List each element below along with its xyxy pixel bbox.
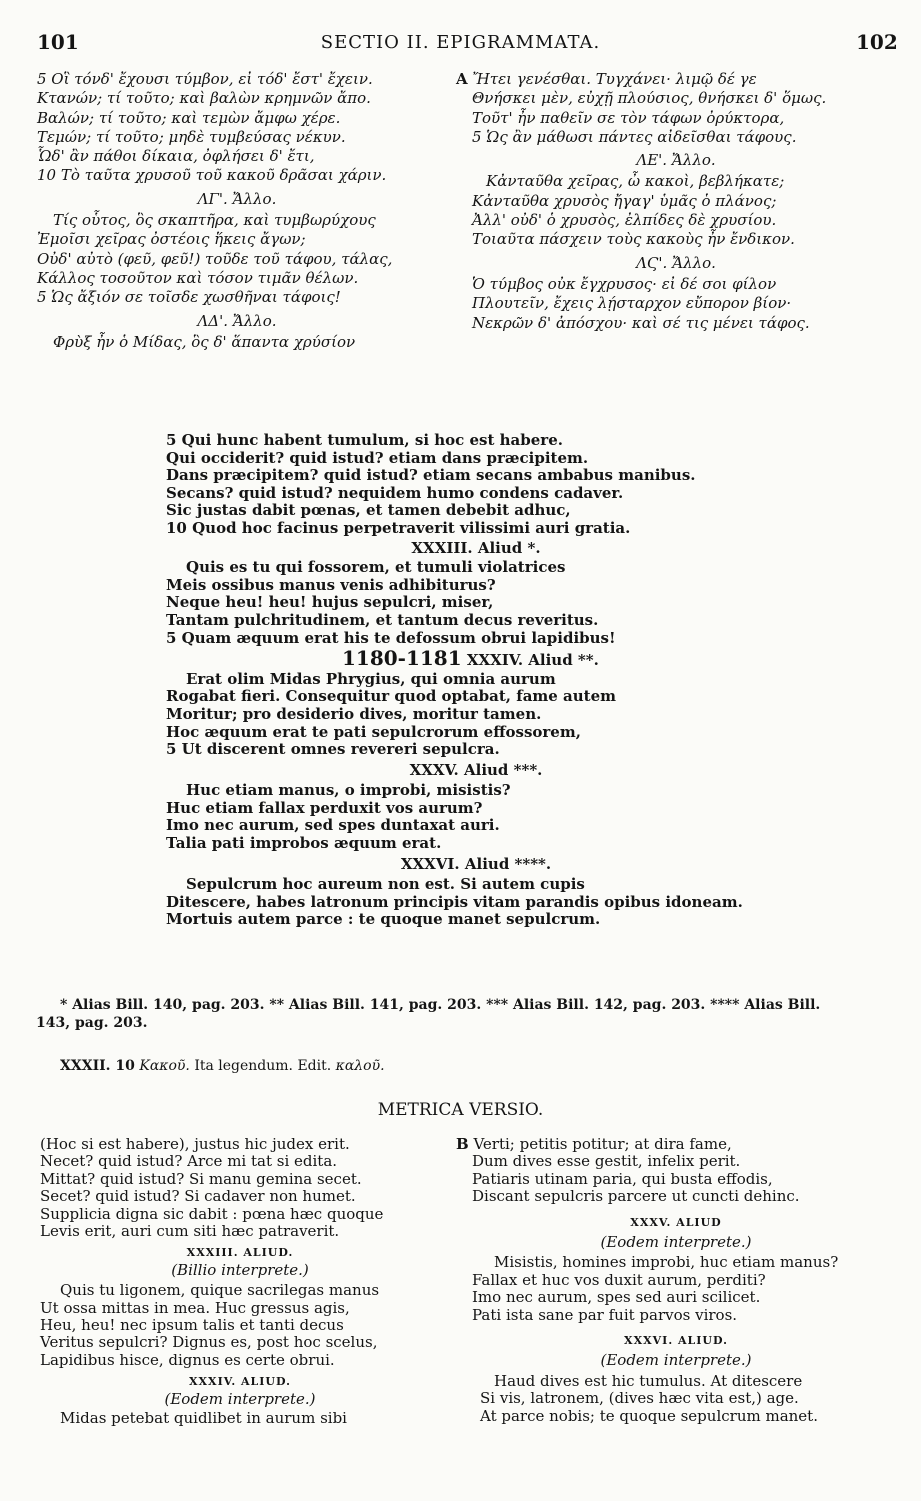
greek-line: Θνήσκει μὲν, εὐχῇ πλούσιος, θνήσκει δ' ὅμως. bbox=[472, 89, 827, 108]
greek-heading-36: ΛϚ'. Ἄλλο. bbox=[636, 253, 716, 272]
latin-line: Moritur; pro desiderio dives, moritur tamen. bbox=[166, 704, 542, 723]
greek-line: 5 Ὡς ἄξιόν σε τοῖσδε χωσθῆναι τάφοις! bbox=[37, 288, 341, 307]
latin-line: Meis ossibus manus venis adhibiturus? bbox=[166, 575, 496, 594]
greek-line: Ἀλλ' οὐδ' ὁ χρυσὸς, ἐλπίδες δὲ χρυσίου. bbox=[472, 211, 777, 230]
greek-line: Τεμών; τί τοῦτο; μηδὲ τυμβεύσας νέκυν. bbox=[37, 127, 346, 146]
metric-heading-33: XXXIII. ALIUD. bbox=[186, 1246, 294, 1260]
latin-line: Ditescere, habes latronum principis vitam parandis opibus idoneam. bbox=[166, 892, 743, 911]
metric-line: Dum dives esse gestit, infelix perit. bbox=[472, 1152, 741, 1171]
metric-line: Imo nec aurum, spes sed auri scilicet. bbox=[472, 1288, 761, 1307]
latin-heading-36: XXXVI. Aliud ****. bbox=[400, 854, 552, 873]
metric-heading-35: XXXV. ALIUD bbox=[630, 1215, 722, 1229]
metric-interpreter-36: (Eodem interprete.) bbox=[600, 1351, 752, 1370]
footnotes bbox=[36, 996, 900, 1032]
note-greek: Κακοῦ. bbox=[139, 1058, 190, 1074]
greek-left-top bbox=[37, 70, 437, 186]
latin-line: Huc etiam manus, o improbi, misistis? bbox=[186, 781, 511, 800]
latin-line: Mortuis autem parce : te quoque manet sepulcrum. bbox=[166, 910, 601, 929]
metric-line: Lapidibus hisce, dignus es certe obrui. bbox=[40, 1350, 335, 1369]
greek-line: Τοῦτ' ἦν παθεῖν σε τὸν τάφων ὀρύκτορα, bbox=[472, 108, 785, 127]
metric-line: Supplicia digna sic dabit : pœna hæc quoque bbox=[40, 1204, 384, 1223]
latin-heading-33: XXXIII. Aliud *. bbox=[411, 538, 541, 557]
greek-line: Ὁ τύμβος οὐκ ἔγχρυσος· εἰ δέ σοι φίλον bbox=[472, 274, 777, 293]
greek-line: 5 Οἳ τόνδ' ἔχουσι τύμβον, εἰ τόδ' ἔστ' ἔχειν. bbox=[37, 70, 373, 88]
metric-line: Secet? quid istud? Si cadaver non humet. bbox=[40, 1187, 356, 1206]
greek-line: Φρὺξ ἦν ὁ Μίδας, ὃς δ' ἅπαντα χρύσίον bbox=[53, 332, 356, 351]
greek-line: Ὧδ' ἂν πάθοι δίκαια, ὀφλήσει δ' ἔτι, bbox=[37, 147, 315, 166]
latin-line: Sepulcrum hoc aureum non est. Si autem cupis bbox=[186, 875, 585, 894]
greek-line: Κάλλος τοσοῦτον καὶ τόσον τιμᾶν θέλων. bbox=[37, 268, 359, 287]
greek-line: Ἤτει γενέσθαι. Τυγχάνει· λιμῷ δέ γε bbox=[472, 70, 757, 88]
metric-line: Misistis, homines improbi, huc etiam manus? bbox=[494, 1253, 839, 1272]
greek-line: Τοιαῦτα πάσχειν τοὺς κακοὺς ἦν ἔνδικον. bbox=[472, 230, 795, 249]
note-greek-variant: καλοῦ. bbox=[335, 1058, 385, 1074]
metric-line: At parce nobis; te quoque sepulcrum manet. bbox=[480, 1406, 818, 1425]
latin-line: 5 Ut discerent omnes revereri sepulcra. bbox=[166, 740, 500, 759]
latin-line: 5 Qui hunc habent tumulum, si hoc est habere. bbox=[166, 431, 563, 449]
greek-line: Τίς οὗτος, ὃς σκαπτῆρα, καὶ τυμβωρύχους bbox=[53, 211, 376, 230]
metric-line: Quis tu ligonem, quique sacrilegas manus bbox=[60, 1281, 380, 1300]
metric-line: Veritus sepulcri? Dignus es, post hoc scelus, bbox=[40, 1333, 378, 1352]
margin-marker-b: B bbox=[456, 1135, 469, 1153]
latin-line: Rogabat fieri. Consequitur quod optabat, fame autem bbox=[166, 687, 617, 706]
greek-right-column bbox=[456, 70, 896, 333]
latin-line: 5 Quam æquum erat his te defossum obrui lapidibus! bbox=[166, 628, 616, 647]
metric-heading-36: XXXVI. ALIUD. bbox=[624, 1334, 728, 1348]
latin-heading-35: XXXV. Aliud ***. bbox=[409, 760, 543, 779]
metric-interpreter-35: (Eodem interprete.) bbox=[600, 1233, 752, 1252]
metric-line: Patiaris utinam paria, qui busta effodis, bbox=[472, 1169, 773, 1188]
greek-line: Κἀνταῦθα χρυσὸς ἤγαγ' ὑμᾶς ὁ πλάνος; bbox=[472, 191, 777, 210]
latin-line: Hoc æquum erat te pati sepulcrorum effossorem, bbox=[166, 722, 581, 741]
latin-line: Quis es tu qui fossorem, et tumuli violatrices bbox=[186, 558, 566, 577]
latin-line: Talia pati improbos æquum erat. bbox=[166, 834, 442, 853]
metric-line: Ut ossa mittas in mea. Huc gressus agis, bbox=[40, 1298, 350, 1317]
left-page-number: 101 bbox=[37, 30, 79, 54]
metrica-title: METRICA VERSIO. bbox=[377, 1100, 544, 1120]
latin-line: Huc etiam fallax perduxit vos aurum? bbox=[166, 798, 483, 817]
metrica-right-column bbox=[456, 1136, 896, 1425]
greek-line: Κἀνταῦθα χεῖρας, ὦ κακοὶ, βεβλήκατε; bbox=[486, 172, 785, 191]
metric-line: (Hoc si est habere), justus hic judex erit. bbox=[40, 1135, 350, 1153]
latin-line: Sic justas dabit pœnas, et tamen debebit adhuc, bbox=[166, 501, 571, 520]
greek-line: Πλουτεῖν, ἔχεις λῄσταρχον εὔπορον βίον· bbox=[472, 294, 792, 313]
running-title: SECTIO II. EPIGRAMMATA. bbox=[320, 32, 601, 53]
metric-line: Verti; petitis potitur; at dira fame, bbox=[473, 1135, 732, 1153]
greek-line: Οὐδ' αὐτὸ (φεῦ, φεῦ!) τοῦδε τοῦ τάφου, τάλας, bbox=[37, 249, 393, 268]
greek-heading-33: ΛΓ'. Ἄλλο. bbox=[197, 189, 277, 208]
metric-interpreter-33: (Billio interprete.) bbox=[171, 1260, 309, 1279]
latin-line: Erat olim Midas Phrygius, qui omnia aurum bbox=[186, 669, 556, 688]
latin-line: Neque heu! heu! hujus sepulcri, miser, bbox=[166, 593, 494, 612]
column-number: 1180-1181 bbox=[342, 646, 462, 671]
latin-translation bbox=[166, 432, 786, 929]
page-header bbox=[0, 30, 921, 60]
textual-note bbox=[60, 1058, 385, 1074]
greek-heading-35: ΛΕ'. Ἄλλο. bbox=[636, 151, 716, 170]
greek-line: Νεκρῶν δ' ἀπόσχου· καὶ σέ τις μένει τάφος. bbox=[472, 313, 810, 332]
greek-left-column bbox=[37, 70, 437, 352]
latin-line: 10 Quod hoc facinus perpetraverit vilissimi auri gratia. bbox=[166, 518, 631, 537]
latin-line: Secans? quid istud? nequidem humo condens cadaver. bbox=[166, 483, 624, 502]
metric-line: Discant sepulcris parcere ut cuncti dehinc. bbox=[472, 1187, 800, 1206]
greek-line: 5 Ὡς ἂν μάθωσι πάντες αἰδεῖσθαι τάφους. bbox=[472, 127, 797, 146]
metric-line: Si vis, latronem, (dives hæc vita est,) age. bbox=[480, 1389, 799, 1408]
footnote-line: * Alias Bill. 140, pag. 203. ** Alias Bill. 141, pag. 203. *** Alias Bill. 142, pag. 203. **** Alias Bill. bbox=[60, 997, 821, 1013]
metric-line: Midas petebat quidlibet in aurum sibi bbox=[60, 1409, 347, 1428]
metric-interpreter-34: (Eodem interprete.) bbox=[164, 1389, 316, 1408]
latin-line: Tantam pulchritudinem, et tantum decus reveritus. bbox=[166, 610, 599, 629]
metric-line: Levis erit, auri cum siti hæc patraverit. bbox=[40, 1222, 340, 1241]
margin-marker-a: A bbox=[456, 70, 468, 88]
latin-line: Qui occiderit? quid istud? etiam dans præcipitem. bbox=[166, 448, 589, 467]
right-page-number: 102 bbox=[856, 30, 898, 54]
note-ref: XXXII. 10 bbox=[60, 1058, 135, 1074]
latin-line: Imo nec aurum, sed spes duntaxat auri. bbox=[166, 816, 500, 835]
metrica-left-column bbox=[40, 1136, 440, 1428]
metric-line: Haud dives est hic tumulus. At ditescere bbox=[494, 1371, 803, 1390]
metric-line: Mittat? quid istud? Si manu gemina secet. bbox=[40, 1169, 362, 1188]
metric-heading-34: XXXIV. ALIUD. bbox=[188, 1375, 291, 1389]
latin-heading-34: XXXIV. Aliud **. bbox=[466, 651, 599, 670]
greek-line: Βαλών; τί τοῦτο; καὶ τεμὼν ἄμφω χέρε. bbox=[37, 108, 341, 127]
metric-line: Necet? quid istud? Arce mi tat si edita. bbox=[40, 1152, 338, 1171]
metric-line: Pati ista sane par fuit parvos viros. bbox=[472, 1305, 738, 1324]
metric-line: Heu, heu! nec ipsum talis et tanti decus bbox=[40, 1316, 344, 1335]
greek-heading-34: ΛΔ'. Ἄλλο. bbox=[197, 311, 277, 330]
greek-line: Ἐμοῖσι χεῖρας ὀστέοις ἥκεις ἄγων; bbox=[37, 230, 306, 249]
greek-line: 10 Τὸ ταῦτα χρυσοῦ τοῦ κακοῦ δρᾶσαι χάριν. bbox=[37, 166, 387, 185]
footnote-line: 143, pag. 203. bbox=[36, 1015, 148, 1031]
metric-line: Fallax et huc vos duxit aurum, perditi? bbox=[472, 1270, 766, 1289]
note-text: Ita legendum. Edit. bbox=[194, 1058, 332, 1074]
greek-line: Κτανών; τί τοῦτο; καὶ βαλὼν κρημνῶν ἄπο. bbox=[37, 89, 371, 108]
latin-line: Dans præcipitem? quid istud? etiam secans ambabus manibus. bbox=[166, 466, 696, 485]
